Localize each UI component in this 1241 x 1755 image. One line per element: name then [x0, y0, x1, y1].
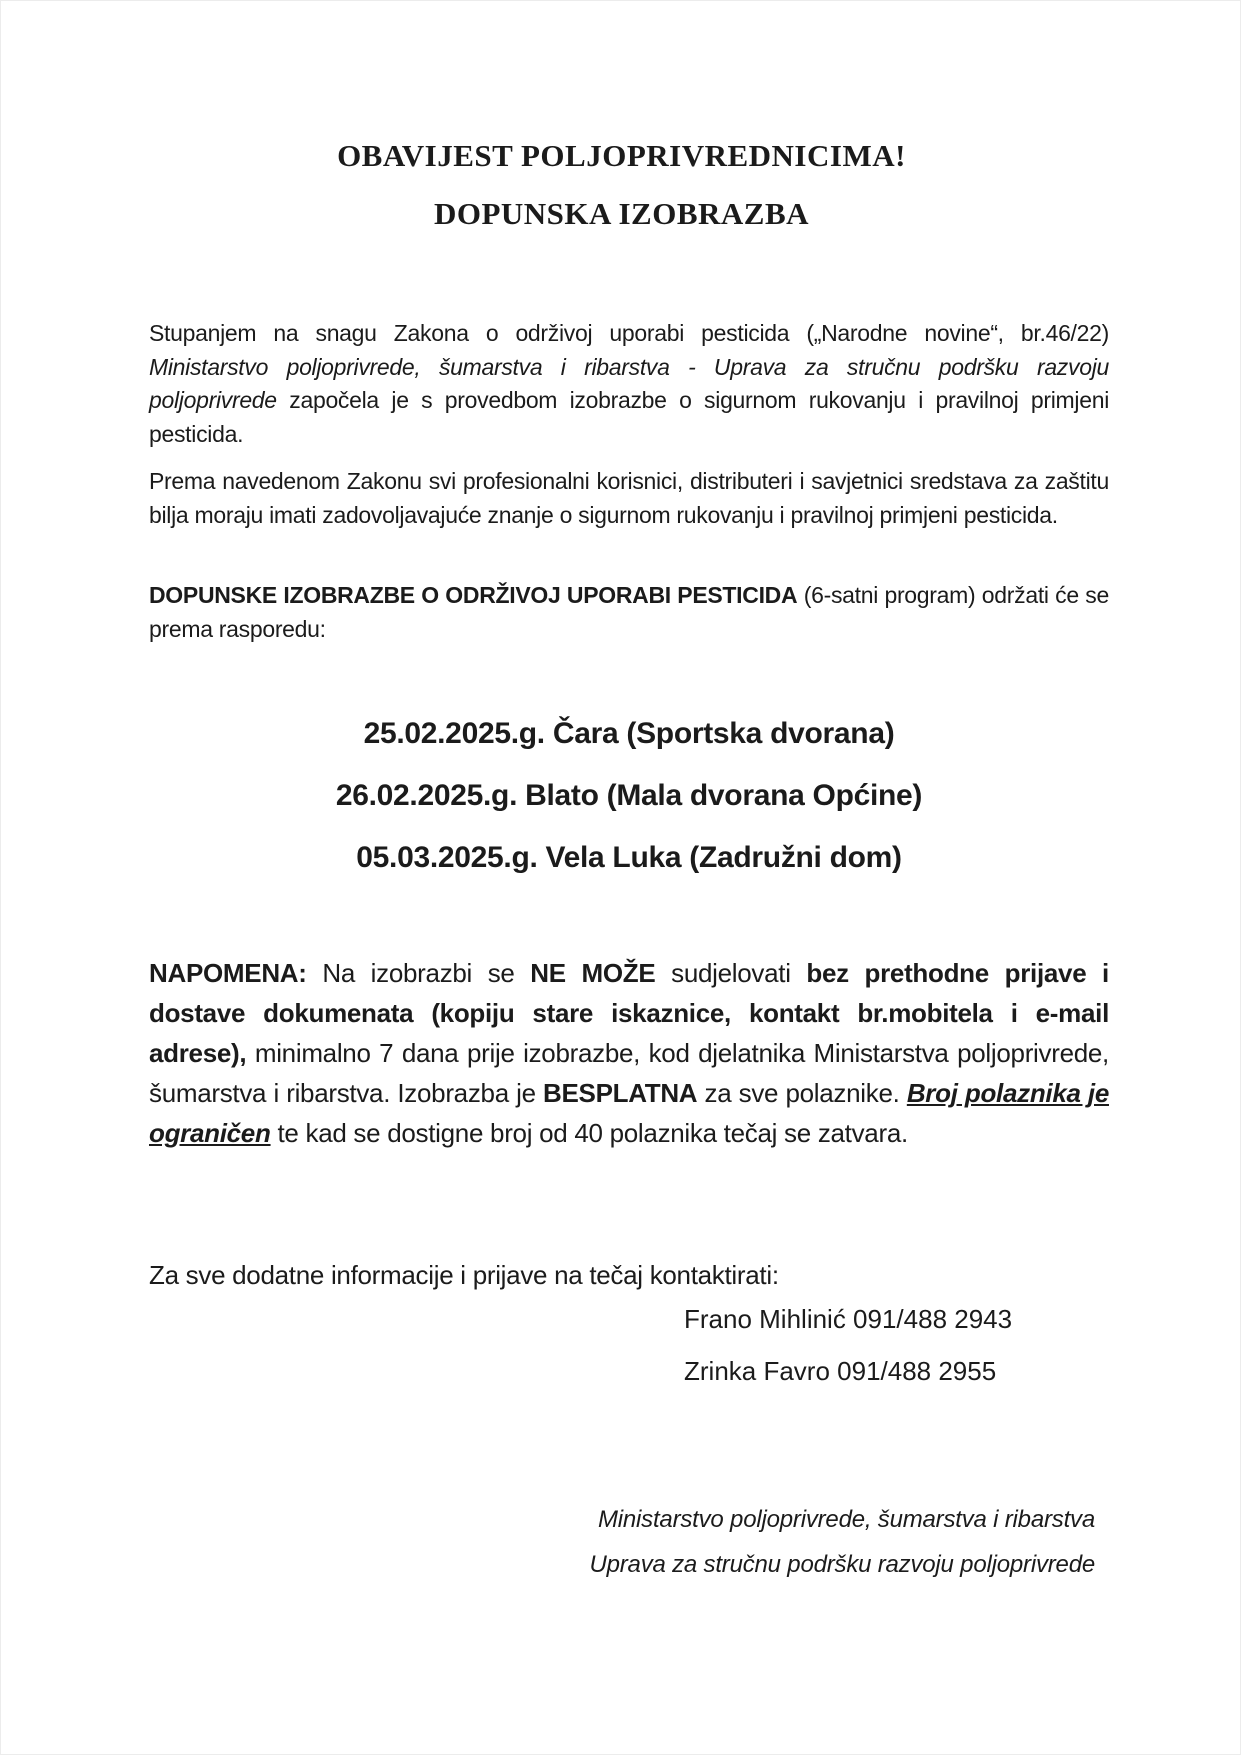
document-title-line1: OBAVIJEST POLJOPRIVREDNICIMA!	[337, 138, 906, 173]
paragraph-intro-text-start: Stupanjem na snagu Zakona o održivoj uporabi pesticida („Narodne novine“, br.46/22)	[149, 320, 1109, 346]
napomena-paragraph	[149, 953, 1109, 1153]
paragraph-program-bold: DOPUNSKE IZOBRAZBE O ODRŽIVOJ UPORABI PESTICIDA	[149, 582, 798, 608]
napomena-seg1: Na izobrazbi se	[306, 958, 531, 988]
napomena-seg2: sudjelovati	[655, 958, 807, 988]
contact-line-frano: Frano Mihlinić 091/488 2943	[684, 1304, 1013, 1334]
napomena-underline-limit: Broj polaznika je ograničen	[149, 1078, 1109, 1148]
napomena-bold-requirements: bez prethodne prijave i dostave dokumenata (kopiju stare iskaznice, kontakt br.mobitela i e-mail adrese),	[149, 958, 1109, 1068]
paragraph-program-rest: (6-satni program) održati će se prema rasporedu:	[149, 582, 1109, 642]
napomena-seg3: minimalno 7 dana prije izobrazbe, kod djelatnika Ministarstva poljoprivrede, šumarstva i ribarstva. Izobrazba je	[149, 1038, 1109, 1108]
footer-directorate-line: Uprava za stručnu podršku razvoju poljoprivrede	[589, 1551, 1095, 1578]
schedule-item-blato: 26.02.2025.g. Blato (Mala dvorana Općine)	[335, 779, 923, 812]
paragraph-intro-ministry-italic: Ministarstvo poljoprivrede, šumarstva i ribarstva - Uprava za stručnu podršku razvoju poljoprivrede	[149, 353, 1109, 413]
napomena-bold-besplatna: BESPLATNA	[543, 1078, 698, 1108]
document-title-line2: DOPUNSKA IZOBRAZBA	[433, 196, 810, 231]
schedule-item-vela-luka: 05.03.2025.g. Vela Luka (Zadružni dom)	[356, 841, 902, 874]
contact-line-zrinka: Zrinka Favro 091/488 2955	[684, 1356, 997, 1386]
paragraph-program	[149, 579, 1109, 646]
schedule-list	[149, 713, 1109, 899]
napomena-seg4: za sve polaznike.	[697, 1078, 907, 1108]
footer-signature	[401, 1505, 1095, 1595]
napomena-label: NAPOMENA:	[149, 958, 307, 988]
paragraph-intro	[149, 317, 1109, 451]
contact-list	[684, 1303, 1204, 1407]
paragraph-intro-text-end: započela je s provedbom izobrazbe o sigurnom rukovanju i pravilnoj primjeni pesticida.	[149, 387, 1109, 447]
footer-ministry-line: Ministarstvo poljoprivrede, šumarstva i ribarstva	[597, 1506, 1095, 1533]
schedule-item-cara: 25.02.2025.g. Čara (Sportska dvorana)	[363, 717, 895, 750]
napomena-bold-ne-moze: NE MOŽE	[530, 958, 656, 988]
contact-intro: Za sve dodatne informacije i prijave na tečaj kontaktirati:	[149, 1260, 779, 1290]
paragraph-law-requirement: Prema navedenom Zakonu svi profesionalni korisnici, distributeri i savjetnici sredstava za zaštitu bilja moraju imati zadovoljavajuće znanje o sigurnom rukovanju i pravilnoj primjeni pesticida.	[149, 468, 1109, 528]
napomena-seg5: te kad se dostigne broj od 40 polaznika tečaj se zatvara.	[270, 1118, 908, 1148]
